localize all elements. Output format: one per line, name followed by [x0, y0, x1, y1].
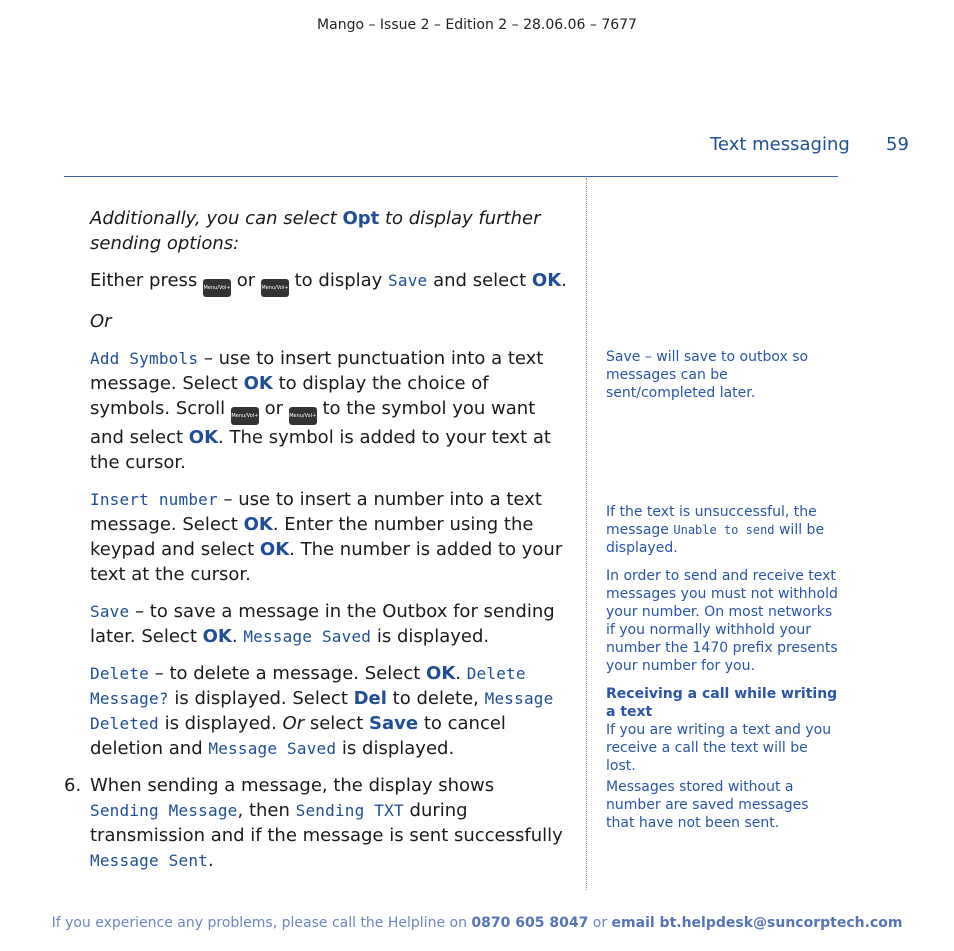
ok-keyword: OK	[426, 663, 456, 684]
or-label: Or	[90, 311, 112, 332]
ok-keyword: OK	[202, 626, 232, 647]
delete-paragraph: Delete – to delete a message. Select OK. Delete Message? is displayed. Select Del to delete, Message Deleted is displayed. Or select Save to cancel deletion and Message Saved is displayed.	[90, 663, 554, 759]
add-symbols-paragraph: Add Symbols – use to insert punctuation into a text message. Select OK to display the choice of symbols. Scroll Menu/Vol+ or Menu/Vol+ to the symbol you want and select OK. The symbol is added to your text at the cursor.	[90, 348, 551, 473]
lcd-sending-message: Sending Message	[90, 801, 238, 820]
lcd-message-saved: Message Saved	[243, 627, 372, 646]
either-paragraph: Either press Menu/Vol+ or Menu/Vol+ to display Save and select OK.	[90, 268, 568, 297]
menu-vol-down-key-icon: Menu/Vol+	[261, 279, 289, 297]
header-rule	[64, 176, 838, 177]
sidebar-heading: Receiving a call while writing a text	[606, 686, 838, 720]
ok-keyword: OK	[259, 539, 290, 560]
column-divider	[586, 178, 587, 890]
sidebar-note-save: Save – will save to outbox so messages can be sent/completed later.	[606, 349, 809, 401]
menu-vol-up-key-icon: Menu/Vol+	[203, 279, 231, 297]
sidebar-note-receiving-call: Receiving a call while writing a text If you are writing a text and you receive a call the text will be lost.	[606, 686, 838, 774]
lcd-message-sent: Message Sent	[90, 851, 208, 870]
menu-vol-up-key-icon: Menu/Vol+	[231, 407, 259, 425]
lcd-add-symbols: Add Symbols	[90, 349, 199, 368]
step-6: 6. When sending a message, the display shows Sending Message, then Sending TXT during transmission and if the message is sent successfully Message Sent.	[64, 775, 563, 871]
menu-vol-down-key-icon: Menu/Vol+	[289, 407, 317, 425]
ok-keyword: OK	[531, 270, 562, 291]
helpline-phone: 0870 605 8047	[471, 915, 589, 931]
section-title: Text messaging	[710, 134, 850, 155]
lcd-save: Save	[388, 271, 428, 290]
ok-keyword: OK	[243, 373, 273, 394]
lcd-delete-message: Delete Message?	[90, 664, 526, 708]
lcd-save: Save	[90, 602, 130, 621]
or-italic: Or	[282, 713, 305, 734]
page-number: 59	[886, 134, 909, 155]
insert-number-paragraph: Insert number – use to insert a number into a text message. Select OK. Enter the number using the keypad and select OK. The number is added to your text at the cursor.	[90, 489, 563, 585]
lcd-sending-txt: Sending TXT	[295, 801, 404, 820]
lcd-delete: Delete	[90, 664, 149, 683]
ok-keyword: OK	[188, 427, 219, 448]
helpdesk-email: email bt.helpdesk@suncorptech.com	[611, 915, 903, 931]
document-meta: Mango – Issue 2 – Edition 2 – 28.06.06 – 7677	[317, 17, 637, 33]
step-number: 6.	[64, 775, 82, 796]
lcd-unable-to-send: Unable to send	[673, 523, 775, 537]
lcd-insert-number: Insert number	[90, 490, 218, 509]
sidebar-note-stored: Messages stored without a number are saved messages that have not been sent.	[606, 779, 809, 831]
lcd-message-deleted: Message Deleted	[90, 689, 554, 733]
footer-helpline: If you experience any problems, please call the Helpline on 0870 605 8047 or email bt.helpdesk@suncorptech.com	[51, 915, 903, 931]
del-keyword: Del	[353, 688, 387, 709]
ok-keyword: OK	[243, 514, 273, 535]
opt-keyword: Opt	[342, 208, 380, 229]
main-column	[64, 206, 568, 885]
intro-paragraph: Additionally, you can select Opt to display further sending options:	[90, 208, 541, 254]
sidebar-note-unsuccessful: If the text is unsuccessful, the message Unable to send will be displayed.	[606, 504, 825, 556]
save-paragraph: Save – to save a message in the Outbox for sending later. Select OK. Message Saved is displayed.	[90, 601, 555, 647]
save-keyword: Save	[369, 713, 419, 734]
lcd-message-saved: Message Saved	[208, 739, 337, 758]
sidebar-note-withhold: In order to send and receive text messages you must not withhold your number. On most networks if you normally withhold your number the 1470 prefix presents your number for you.	[606, 568, 838, 674]
